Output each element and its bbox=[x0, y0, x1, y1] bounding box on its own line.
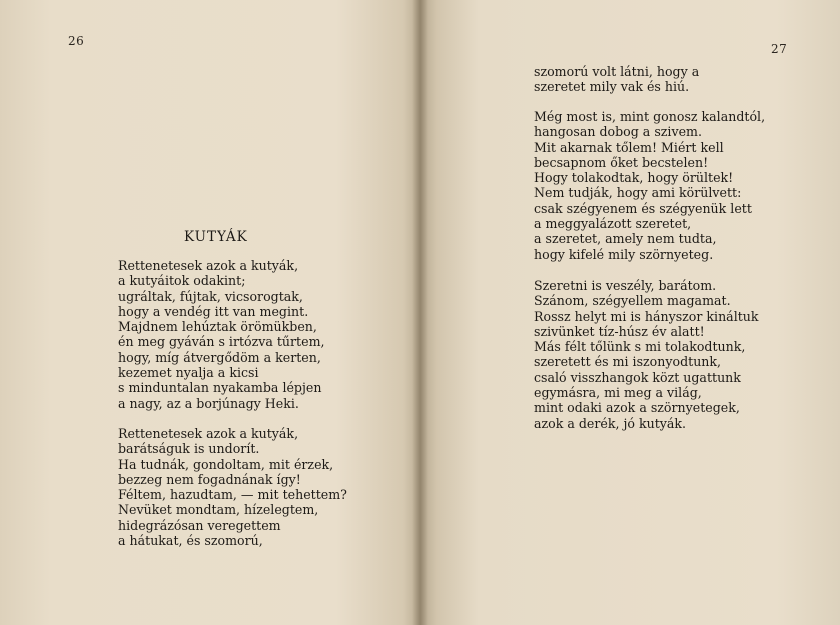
poem-line: s minduntalan nyakamba lépjen bbox=[118, 380, 322, 396]
poem-line: Nem tudják, hogy ami körülvett: bbox=[534, 185, 742, 201]
poem-line: a nagy, az a borjúnagy Heki. bbox=[118, 395, 299, 411]
poem-line: szivünket tíz-húsz év alatt! bbox=[534, 323, 705, 339]
right-stanza-1 bbox=[534, 64, 699, 95]
poem-line: szeretett és mi iszonyodtunk, bbox=[534, 354, 722, 370]
right-stanza-2 bbox=[534, 109, 765, 262]
poem-line: a szeretet, amely nem tudta, bbox=[534, 231, 717, 247]
poem-line: Rettenetesek azok a kutyák, bbox=[118, 426, 299, 441]
poem-line: csak szégyenem és szégyenük lett bbox=[534, 200, 752, 216]
poem-line: bezzeg nem fogadnának így! bbox=[118, 471, 301, 487]
poem-line: Rettenetesek azok a kutyák, bbox=[118, 258, 299, 273]
left-stanza-2 bbox=[118, 426, 347, 548]
poem-line: a meggyalázott szeretet, bbox=[534, 216, 692, 232]
poem-line: szomorú volt látni, hogy a bbox=[534, 64, 700, 79]
poem-line: hogy kifelé mily szörnyeteg. bbox=[534, 246, 714, 262]
poem-line: hogy, míg átvergődöm a kerten, bbox=[118, 349, 321, 365]
poem-line: egymásra, mi meg a világ, bbox=[534, 385, 702, 401]
poem-line: Ha tudnák, gondoltam, mit érzek, bbox=[118, 456, 334, 472]
poem-line: Majdnem lehúztak örömükben, bbox=[118, 319, 317, 335]
poem-line: Hogy tolakodtak, hogy örültek! bbox=[534, 170, 734, 186]
poem-line: Féltem, hazudtam, — mit tehettem? bbox=[118, 487, 347, 503]
poem-line: szeretet mily vak és hiú. bbox=[534, 79, 690, 95]
poem-line: hangosan dobog a szivem. bbox=[534, 124, 702, 140]
poem-line: a kutyáitok odakint; bbox=[118, 273, 246, 289]
poem-line: barátságuk is undorít. bbox=[118, 441, 260, 457]
poem-line: Szeretni is veszély, barátom. bbox=[534, 278, 717, 293]
poem-line: mint odaki azok a szörnyetegek, bbox=[534, 400, 740, 416]
book-gutter bbox=[412, 0, 428, 625]
poem-line: hidegrázósan veregettem bbox=[118, 517, 281, 533]
poem-line: Nevüket mondtam, hízelegtem, bbox=[118, 502, 319, 518]
poem-line: Még most is, mint gonosz kalandtól, bbox=[534, 109, 766, 124]
poem-line: hogy a vendég itt van megint. bbox=[118, 303, 309, 319]
poem-line: Mit akarnak tőlem! Miért kell bbox=[534, 139, 724, 155]
poem-line: én meg gyáván s irtózva tűrtem, bbox=[118, 334, 325, 350]
poem-line: Rossz helyt mi is hányszor kináltuk bbox=[534, 308, 759, 324]
poem-line: a hátukat, és szomorú, bbox=[118, 533, 263, 549]
poem-line: csaló visszhangok közt ugattunk bbox=[534, 369, 741, 385]
poem-line: azok a derék, jó kutyák. bbox=[534, 415, 687, 431]
poem-title: KUTYÁK bbox=[184, 229, 248, 245]
page-number-right: 27 bbox=[771, 42, 788, 56]
poem-line: ugráltak, fújtak, vicsorogtak, bbox=[118, 288, 303, 304]
poem-line: becsapnom őket becstelen! bbox=[534, 154, 709, 170]
page-number-left: 26 bbox=[68, 34, 85, 48]
poem-line: Szánom, szégyellem magamat. bbox=[534, 293, 731, 309]
right-stanza-3 bbox=[534, 278, 759, 431]
poem-line: kezemet nyalja a kicsi bbox=[118, 365, 259, 381]
left-stanza-1 bbox=[118, 258, 325, 411]
poem-line: Más félt tőlünk s mi tolakodtunk, bbox=[534, 339, 746, 355]
